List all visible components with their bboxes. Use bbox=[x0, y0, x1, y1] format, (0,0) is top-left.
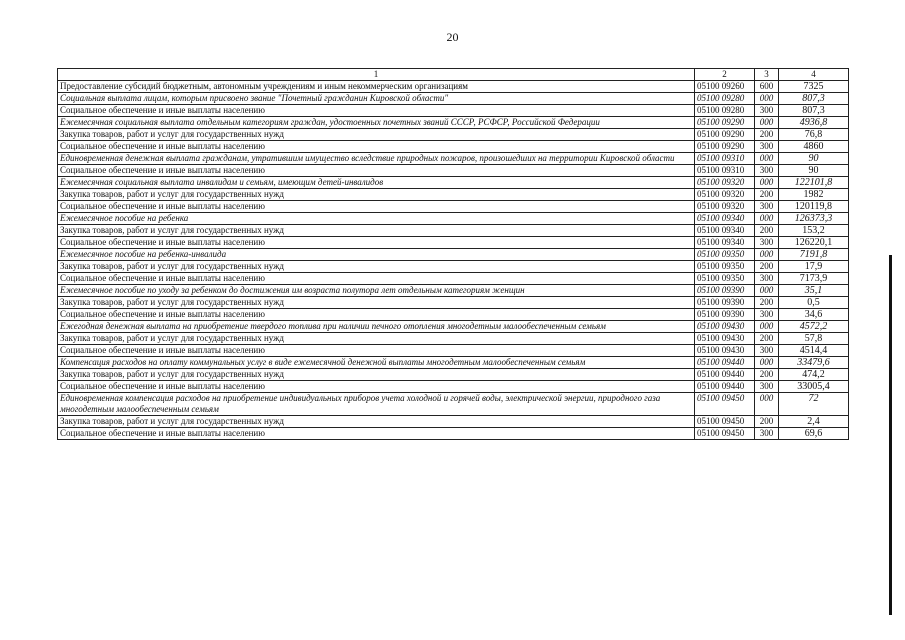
table-row bbox=[58, 213, 849, 225]
row-code-cell: 05100 09390 bbox=[695, 297, 755, 309]
row-amount-cell: 34,6 bbox=[779, 309, 849, 321]
row-vr-cell: 000 bbox=[755, 357, 779, 369]
table-row bbox=[58, 249, 849, 261]
row-name-cell: Закупка товаров, работ и услуг для государственных нужд bbox=[58, 416, 695, 428]
table-row bbox=[58, 93, 849, 105]
row-code-cell: 05100 09260 bbox=[695, 81, 755, 93]
table-header-row bbox=[58, 69, 849, 81]
table-row bbox=[58, 129, 849, 141]
row-amount-cell: 69,6 bbox=[779, 428, 849, 440]
table-row bbox=[58, 416, 849, 428]
row-vr-cell: 300 bbox=[755, 381, 779, 393]
row-name-cell: Компенсация расходов на оплату коммунальных услуг в виде ежемесячной денежной выплаты многодетным малообеспеченным семьям bbox=[58, 357, 695, 369]
table-row bbox=[58, 357, 849, 369]
row-vr-cell: 300 bbox=[755, 141, 779, 153]
row-amount-cell: 72 bbox=[779, 393, 849, 416]
row-amount-cell: 17,9 bbox=[779, 261, 849, 273]
row-code-cell: 05100 09450 bbox=[695, 393, 755, 416]
row-code-cell: 05100 09280 bbox=[695, 93, 755, 105]
table-row bbox=[58, 201, 849, 213]
row-code-cell: 05100 09350 bbox=[695, 273, 755, 285]
row-vr-cell: 200 bbox=[755, 261, 779, 273]
row-amount-cell: 4572,2 bbox=[779, 321, 849, 333]
row-amount-cell: 120119,8 bbox=[779, 201, 849, 213]
column-header-amount: 4 bbox=[779, 69, 849, 81]
row-vr-cell: 000 bbox=[755, 117, 779, 129]
column-header-vr: 3 bbox=[755, 69, 779, 81]
row-amount-cell: 33479,6 bbox=[779, 357, 849, 369]
table-row bbox=[58, 177, 849, 189]
row-vr-cell: 600 bbox=[755, 81, 779, 93]
row-vr-cell: 300 bbox=[755, 105, 779, 117]
row-name-cell: Ежемесячная социальная выплата отдельным категориям граждан, удостоенных почетных званий СССР, РСФСР, Российской Федерации bbox=[58, 117, 695, 129]
page-number: 20 bbox=[446, 30, 459, 44]
row-name-cell: Закупка товаров, работ и услуг для государственных нужд bbox=[58, 129, 695, 141]
row-vr-cell: 000 bbox=[755, 213, 779, 225]
table-row bbox=[58, 393, 849, 416]
row-vr-cell: 000 bbox=[755, 285, 779, 297]
row-code-cell: 05100 09430 bbox=[695, 321, 755, 333]
table-row bbox=[58, 81, 849, 93]
row-name-cell: Ежемесячное пособие по уходу за ребенком до достижения им возраста полутора лет отдельным категориям женщин bbox=[58, 285, 695, 297]
row-vr-cell: 000 bbox=[755, 177, 779, 189]
row-code-cell: 05100 09310 bbox=[695, 165, 755, 177]
row-name-cell: Закупка товаров, работ и услуг для государственных нужд bbox=[58, 297, 695, 309]
row-vr-cell: 300 bbox=[755, 237, 779, 249]
row-name-cell: Закупка товаров, работ и услуг для государственных нужд bbox=[58, 189, 695, 201]
row-vr-cell: 300 bbox=[755, 309, 779, 321]
row-code-cell: 05100 09320 bbox=[695, 201, 755, 213]
table-row bbox=[58, 333, 849, 345]
row-vr-cell: 200 bbox=[755, 189, 779, 201]
row-amount-cell: 122101,8 bbox=[779, 177, 849, 189]
row-name-cell: Социальное обеспечение и иные выплаты населению bbox=[58, 141, 695, 153]
row-amount-cell: 33005,4 bbox=[779, 381, 849, 393]
table-body bbox=[58, 81, 849, 440]
row-amount-cell: 76,8 bbox=[779, 129, 849, 141]
table-row bbox=[58, 237, 849, 249]
row-name-cell: Закупка товаров, работ и услуг для государственных нужд bbox=[58, 261, 695, 273]
table-row bbox=[58, 117, 849, 129]
row-amount-cell: 4514,4 bbox=[779, 345, 849, 357]
row-amount-cell: 90 bbox=[779, 153, 849, 165]
row-vr-cell: 200 bbox=[755, 297, 779, 309]
row-vr-cell: 000 bbox=[755, 153, 779, 165]
row-code-cell: 05100 09340 bbox=[695, 225, 755, 237]
row-amount-cell: 7191,8 bbox=[779, 249, 849, 261]
row-name-cell: Социальное обеспечение и иные выплаты населению bbox=[58, 381, 695, 393]
row-vr-cell: 000 bbox=[755, 93, 779, 105]
row-name-cell: Социальная выплата лицам, которым присвоено звание "Почетный гражданин Кировской области" bbox=[58, 93, 695, 105]
row-amount-cell: 2,4 bbox=[779, 416, 849, 428]
row-name-cell: Социальное обеспечение и иные выплаты населению bbox=[58, 105, 695, 117]
row-name-cell: Социальное обеспечение и иные выплаты населению bbox=[58, 237, 695, 249]
table-row bbox=[58, 297, 849, 309]
row-amount-cell: 57,8 bbox=[779, 333, 849, 345]
row-name-cell: Закупка товаров, работ и услуг для государственных нужд bbox=[58, 333, 695, 345]
row-amount-cell: 7325 bbox=[779, 81, 849, 93]
row-name-cell: Социальное обеспечение и иные выплаты населению bbox=[58, 428, 695, 440]
row-amount-cell: 90 bbox=[779, 165, 849, 177]
table-row bbox=[58, 428, 849, 440]
row-name-cell: Ежегодная денежная выплата на приобретение твердого топлива при наличии печного отопления многодетным малообеспеченным семьям bbox=[58, 321, 695, 333]
row-code-cell: 05100 09440 bbox=[695, 369, 755, 381]
row-vr-cell: 200 bbox=[755, 416, 779, 428]
table-row bbox=[58, 141, 849, 153]
row-vr-cell: 000 bbox=[755, 321, 779, 333]
row-code-cell: 05100 09440 bbox=[695, 357, 755, 369]
row-name-cell: Закупка товаров, работ и услуг для государственных нужд bbox=[58, 225, 695, 237]
row-amount-cell: 35,1 bbox=[779, 285, 849, 297]
row-code-cell: 05100 09310 bbox=[695, 153, 755, 165]
row-code-cell: 05100 09320 bbox=[695, 177, 755, 189]
row-code-cell: 05100 09430 bbox=[695, 345, 755, 357]
row-vr-cell: 000 bbox=[755, 393, 779, 416]
row-code-cell: 05100 09440 bbox=[695, 381, 755, 393]
row-name-cell: Социальное обеспечение и иные выплаты населению bbox=[58, 345, 695, 357]
table-row bbox=[58, 225, 849, 237]
row-amount-cell: 474,2 bbox=[779, 369, 849, 381]
column-header-code: 2 bbox=[695, 69, 755, 81]
table-row bbox=[58, 309, 849, 321]
table-row bbox=[58, 105, 849, 117]
row-name-cell: Социальное обеспечение и иные выплаты населению bbox=[58, 201, 695, 213]
row-vr-cell: 300 bbox=[755, 165, 779, 177]
row-code-cell: 05100 09450 bbox=[695, 428, 755, 440]
budget-table bbox=[57, 68, 849, 440]
table-row bbox=[58, 261, 849, 273]
row-amount-cell: 153,2 bbox=[779, 225, 849, 237]
table-row bbox=[58, 273, 849, 285]
row-vr-cell: 300 bbox=[755, 273, 779, 285]
row-amount-cell: 7173,9 bbox=[779, 273, 849, 285]
row-code-cell: 05100 09430 bbox=[695, 333, 755, 345]
table-row bbox=[58, 165, 849, 177]
row-vr-cell: 300 bbox=[755, 345, 779, 357]
row-code-cell: 05100 09290 bbox=[695, 117, 755, 129]
row-name-cell: Предоставление субсидий бюджетным, автономным учреждениям и иным некоммерческим организациям bbox=[58, 81, 695, 93]
table-row bbox=[58, 285, 849, 297]
row-code-cell: 05100 09390 bbox=[695, 309, 755, 321]
margin-binder-line bbox=[889, 255, 892, 615]
row-code-cell: 05100 09450 bbox=[695, 416, 755, 428]
row-name-cell: Единовременная денежная выплата гражданам, утратившим имущество вследствие природных пожаров, произошедших на территории Кировской области bbox=[58, 153, 695, 165]
row-amount-cell: 0,5 bbox=[779, 297, 849, 309]
row-code-cell: 05100 09390 bbox=[695, 285, 755, 297]
row-name-cell: Социальное обеспечение и иные выплаты населению bbox=[58, 309, 695, 321]
row-code-cell: 05100 09340 bbox=[695, 213, 755, 225]
row-amount-cell: 4936,8 bbox=[779, 117, 849, 129]
column-header-name: 1 bbox=[58, 69, 695, 81]
row-code-cell: 05100 09290 bbox=[695, 129, 755, 141]
table-row bbox=[58, 381, 849, 393]
row-code-cell: 05100 09350 bbox=[695, 249, 755, 261]
row-vr-cell: 000 bbox=[755, 249, 779, 261]
row-name-cell: Закупка товаров, работ и услуг для государственных нужд bbox=[58, 369, 695, 381]
row-vr-cell: 200 bbox=[755, 129, 779, 141]
row-amount-cell: 807,3 bbox=[779, 93, 849, 105]
row-code-cell: 05100 09350 bbox=[695, 261, 755, 273]
row-vr-cell: 300 bbox=[755, 428, 779, 440]
row-amount-cell: 4860 bbox=[779, 141, 849, 153]
row-vr-cell: 200 bbox=[755, 333, 779, 345]
row-code-cell: 05100 09280 bbox=[695, 105, 755, 117]
table-row bbox=[58, 369, 849, 381]
row-name-cell: Ежемесячное пособие на ребенка bbox=[58, 213, 695, 225]
row-vr-cell: 200 bbox=[755, 225, 779, 237]
row-name-cell: Ежемесячное пособие на ребенка-инвалида bbox=[58, 249, 695, 261]
row-amount-cell: 1982 bbox=[779, 189, 849, 201]
row-name-cell: Социальное обеспечение и иные выплаты населению bbox=[58, 273, 695, 285]
row-name-cell: Социальное обеспечение и иные выплаты населению bbox=[58, 165, 695, 177]
row-vr-cell: 200 bbox=[755, 369, 779, 381]
table-row bbox=[58, 345, 849, 357]
row-code-cell: 05100 09290 bbox=[695, 141, 755, 153]
row-code-cell: 05100 09320 bbox=[695, 189, 755, 201]
row-amount-cell: 126373,3 bbox=[779, 213, 849, 225]
row-code-cell: 05100 09340 bbox=[695, 237, 755, 249]
row-vr-cell: 300 bbox=[755, 201, 779, 213]
row-amount-cell: 807,3 bbox=[779, 105, 849, 117]
row-name-cell: Ежемесячная социальная выплата инвалидам и семьям, имеющим детей-инвалидов bbox=[58, 177, 695, 189]
table-row bbox=[58, 321, 849, 333]
row-name-cell: Единовременная компенсация расходов на приобретение индивидуальных приборов учета холодной и горячей воды, электрической энергии, природного газа многодетным малообеспеченным семьям bbox=[58, 393, 695, 416]
table-row bbox=[58, 153, 849, 165]
table-row bbox=[58, 189, 849, 201]
row-amount-cell: 126220,1 bbox=[779, 237, 849, 249]
